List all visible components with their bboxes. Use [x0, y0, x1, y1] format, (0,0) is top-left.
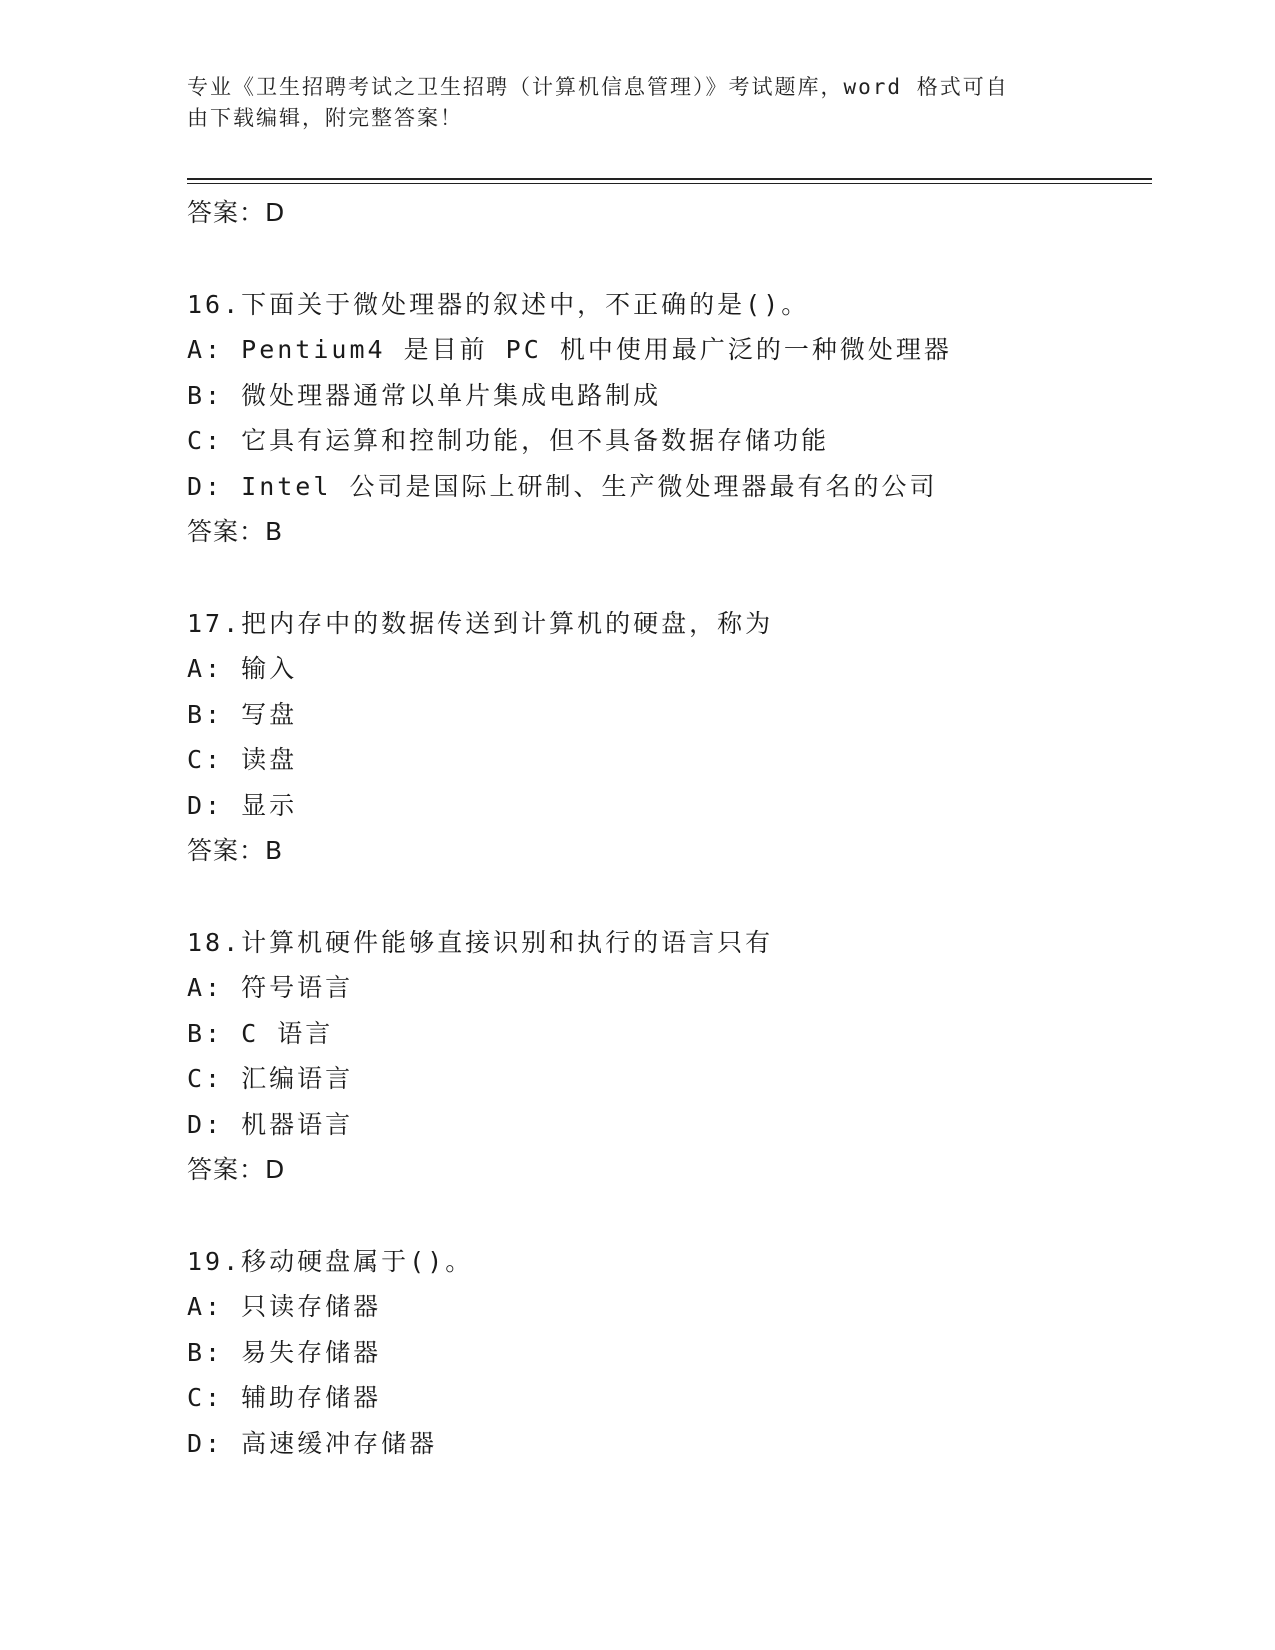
option-c: C: 汇编语言 — [187, 1064, 354, 1093]
answer-line: 答案：B — [187, 517, 284, 546]
question-stem: 16.下面关于微处理器的叙述中，不正确的是()。 — [187, 289, 810, 319]
option-c: C: 它具有运算和控制功能，但不具备数据存储功能 — [187, 426, 830, 455]
header-line-1: 专业《卫生招聘考试之卫生招聘（计算机信息管理）》考试题库，word 格式可自 — [187, 75, 1009, 99]
option-c: C: 辅助存储器 — [187, 1383, 382, 1412]
header-line-2: 由下载编辑，附完整答案！ — [187, 106, 463, 130]
option-a: A: 只读存储器 — [187, 1292, 382, 1321]
option-b: B: C 语言 — [187, 1018, 334, 1048]
answer-line: 答案：D — [187, 1155, 286, 1184]
option-d: D: Intel 公司是国际上研制、生产微处理器最有名的公司 — [187, 471, 938, 501]
question-18 — [187, 920, 1147, 1193]
document-header — [187, 72, 1067, 134]
question-16 — [187, 282, 1147, 555]
option-b: B: 易失存储器 — [187, 1337, 382, 1367]
option-a: A: Pentium4 是目前 PC 机中使用最广泛的一种微处理器 — [187, 335, 952, 364]
option-d: D: 机器语言 — [187, 1109, 354, 1139]
option-a: A: 输入 — [187, 654, 298, 683]
question-list — [187, 190, 1147, 1466]
question-stem: 19.移动硬盘属于()。 — [187, 1246, 474, 1276]
header-rule-thin — [187, 183, 1152, 184]
option-a: A: 符号语言 — [187, 973, 354, 1002]
header-rule — [187, 178, 1152, 180]
option-d: D: 高速缓冲存储器 — [187, 1428, 438, 1458]
option-b: B: 微处理器通常以单片集成电路制成 — [187, 380, 662, 410]
answer-line: 答案：B — [187, 836, 284, 865]
question-19 — [187, 1239, 1147, 1467]
option-c: C: 读盘 — [187, 745, 298, 774]
question-stem: 17.把内存中的数据传送到计算机的硬盘，称为 — [187, 608, 774, 638]
option-d: D: 显示 — [187, 790, 298, 820]
question-17 — [187, 601, 1147, 874]
question-stem: 18.计算机硬件能够直接识别和执行的语言只有 — [187, 927, 774, 957]
answer-line: 答案：D — [187, 198, 286, 227]
option-b: B: 写盘 — [187, 699, 298, 729]
